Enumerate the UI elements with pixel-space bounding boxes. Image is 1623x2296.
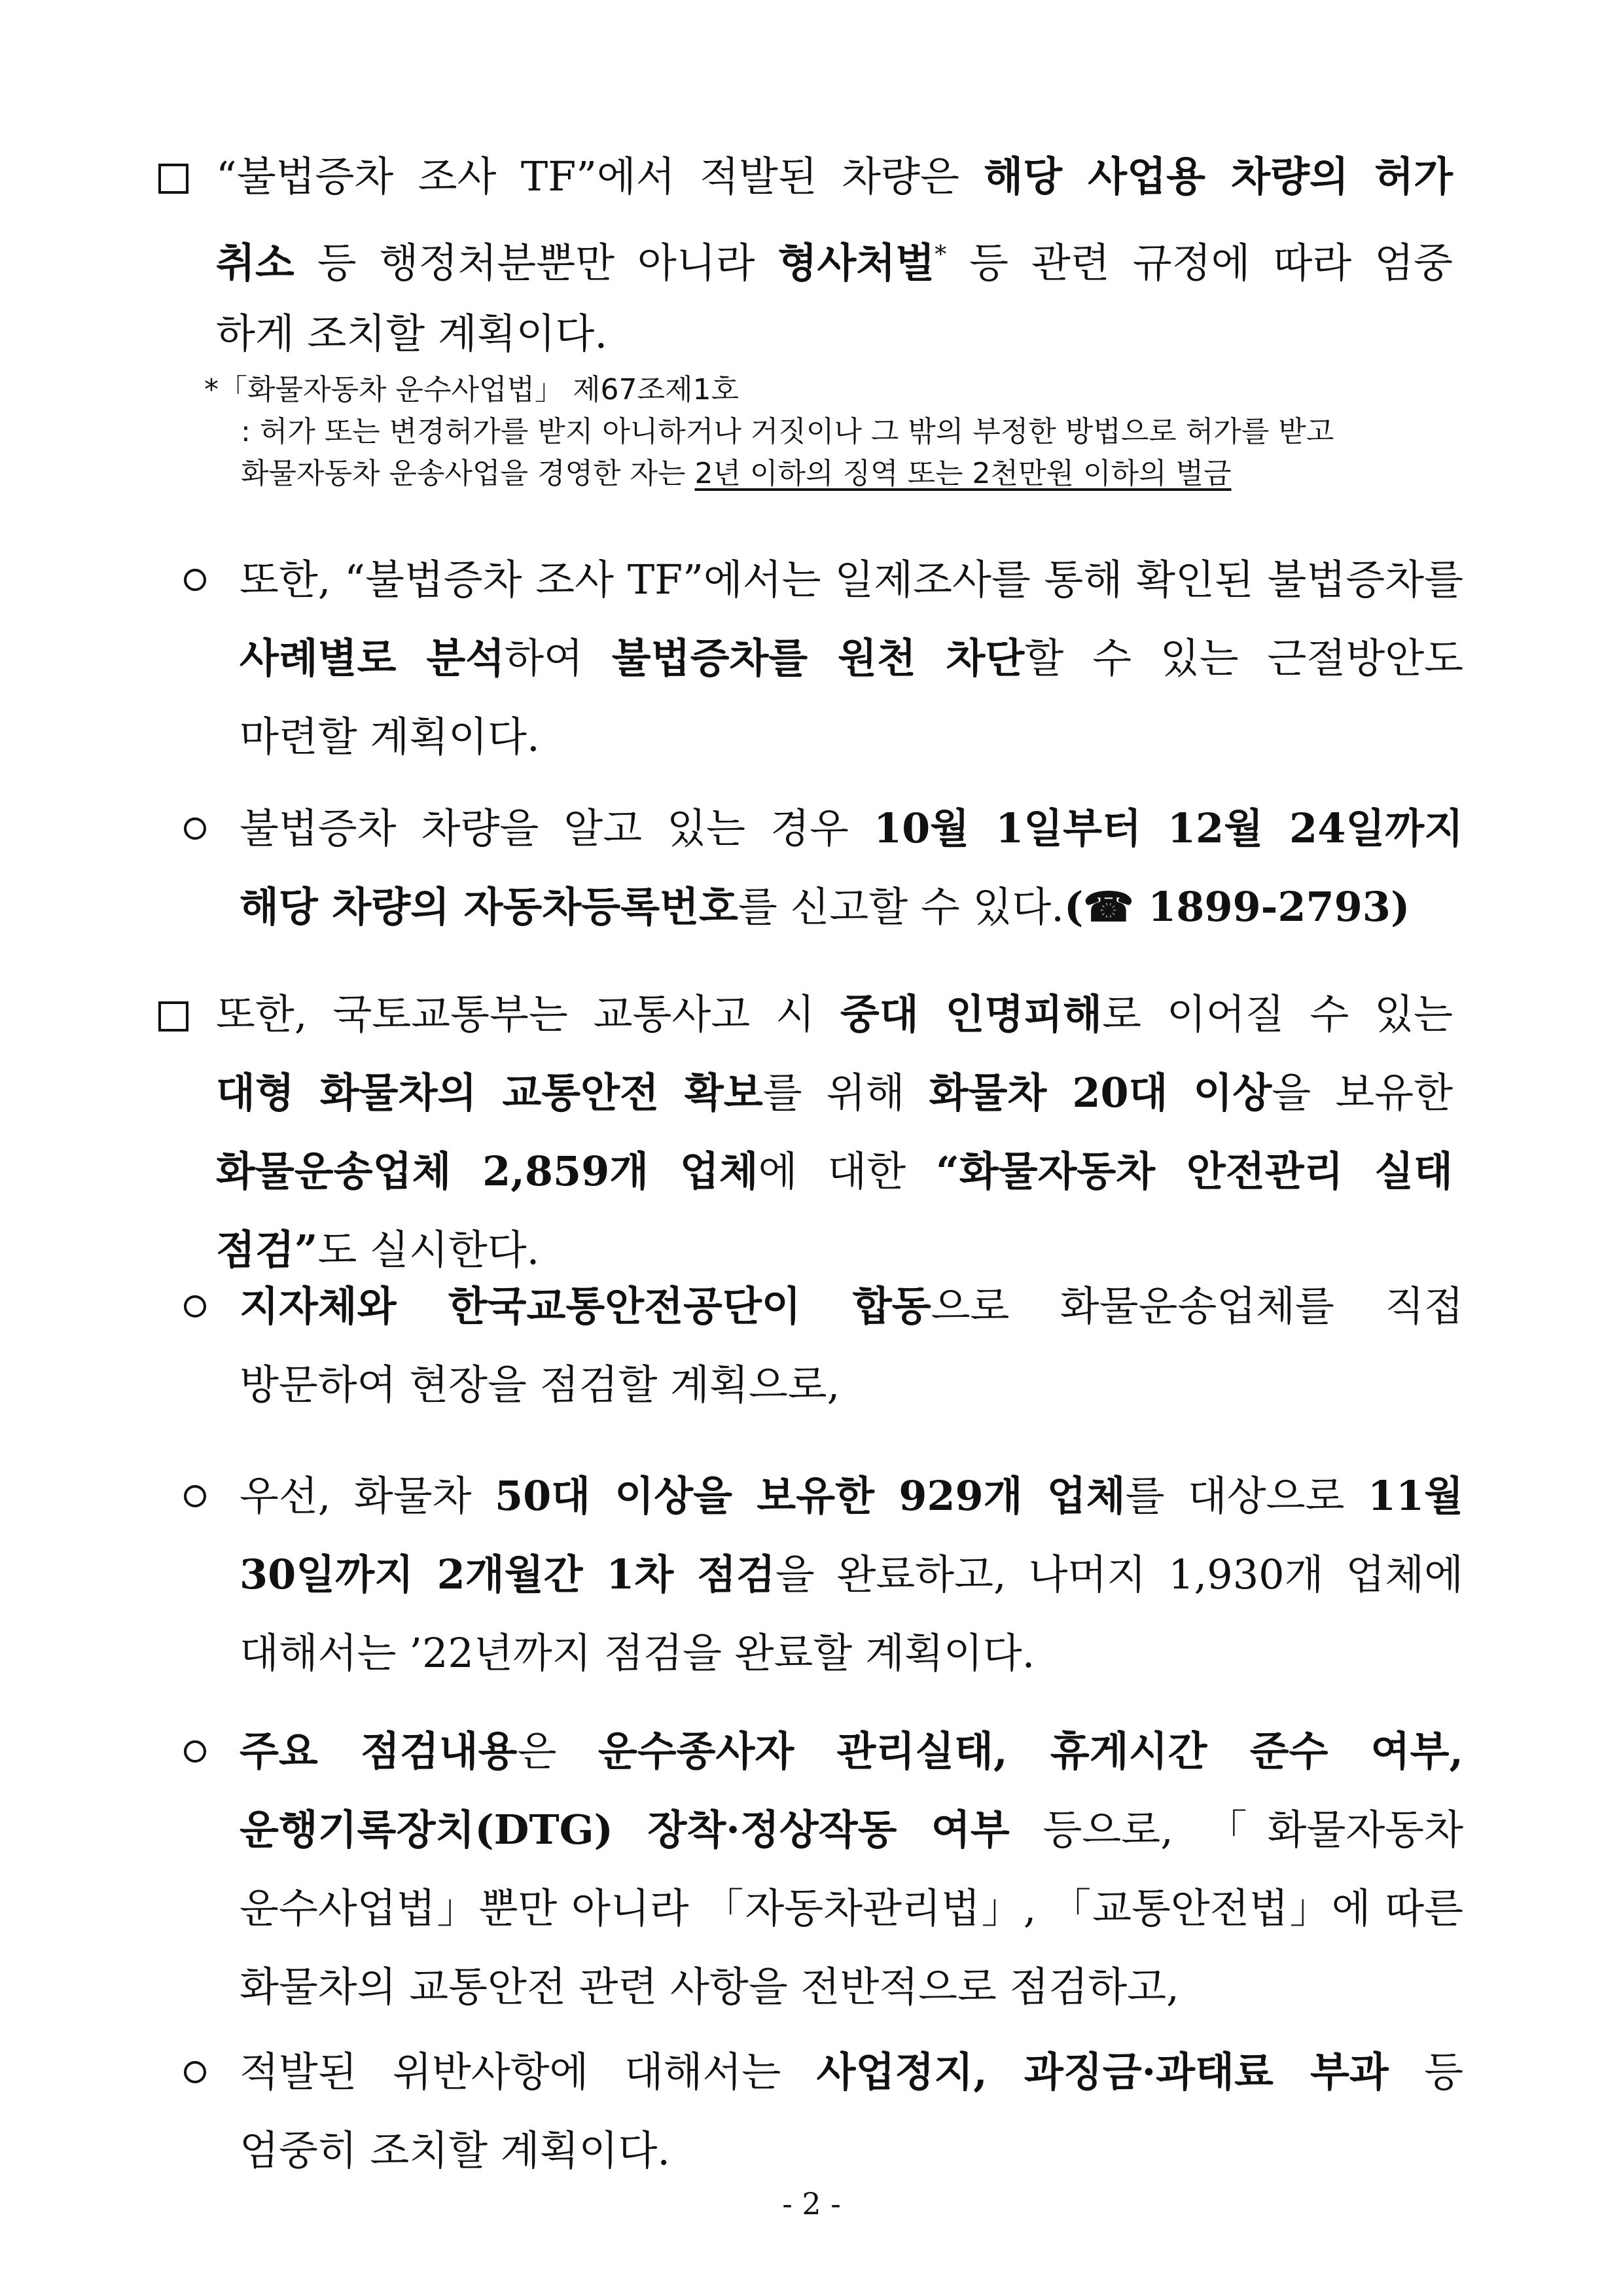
bold-text-run: 지자체와 한국교통안전공단이 합동: [240, 1282, 931, 1330]
text-line: [240, 2111, 1463, 2190]
bold-text-run: 취소: [216, 239, 294, 287]
footnote-line-3-prefix: 화물자동차 운송사업을 경영한 자는: [241, 457, 695, 490]
bold-text-run: 화물차 20대 이상: [929, 1069, 1272, 1117]
text-line: [216, 1054, 1453, 1132]
text-line: [216, 1132, 1453, 1211]
text-line: [240, 1267, 1463, 1346]
bold-text-run: 11월: [1367, 1472, 1463, 1520]
text-line: [240, 1712, 1463, 1791]
text-line: [240, 1869, 1463, 1948]
text-run: 을 완료하고, 나머지 1,930개 업체에: [775, 1551, 1463, 1598]
text-line: [240, 1346, 1463, 1424]
circle-bullet-icon: [184, 1295, 206, 1318]
text-run: 화물차의 교통안전 관련 사항을 전반적으로 점검하고,: [240, 1963, 1179, 2011]
bold-text-run: 형사처벌: [777, 239, 935, 287]
text-run: 등: [1388, 2048, 1463, 2096]
text-line: [216, 975, 1453, 1054]
text-line: [240, 541, 1463, 619]
text-run: 등으로, 「화물자동차: [1009, 1806, 1464, 1854]
bold-text-run: 해당 사업용 차량의 허가: [984, 152, 1453, 200]
bold-text-run: 해당 차량의 자동차등록번호: [240, 883, 738, 931]
text-line: [216, 137, 1453, 216]
text-line: [240, 1457, 1463, 1535]
bold-text-run: 10월 1일부터 12월 24일까지: [874, 804, 1464, 852]
bold-text-run: 불법증차를 원천 차단: [611, 634, 1025, 682]
square-bullet-icon: [158, 164, 188, 194]
footnote-line-2: : 허가 또는 변경허가를 받지 아니하거나 거짓이나 그 밖의 부정한 방법으로 허가를 받고: [241, 415, 1334, 448]
text-run: 방문하여 현장을 점검할 계획으로,: [240, 1361, 840, 1408]
bold-text-run: 중대 인명피해: [840, 990, 1103, 1038]
text-line: [240, 1791, 1463, 1869]
footnote-penalty: 2년 이하의 징역 또는 2천만원 이하의 벌금: [694, 457, 1232, 490]
footnote-line-1: *「화물자동차 운수사업법」 제67조제1호: [204, 373, 740, 406]
text-run: 또한, 국토교통부는 교통사고 시: [216, 990, 840, 1038]
text-run: 할 수 있는 근절방안도: [1024, 634, 1463, 682]
text-run: 또한, “불법증차 조사 TF”에서는 일제조사를 통해 확인된 불법증차를: [240, 556, 1463, 603]
page-number: - 2 -: [782, 2186, 841, 2221]
text-run: 마련할 계획이다.: [240, 713, 540, 761]
text-run: 불법증차 차량을 알고 있는 경우: [240, 804, 874, 852]
bold-text-run: 사례별로 분석: [240, 634, 505, 682]
text-line: [240, 1614, 1463, 1693]
text-run: 엄중히 조치할 계획이다.: [240, 2126, 671, 2174]
bold-text-run: 운수종사자 관리실태, 휴게시간 준수 여부,: [597, 1727, 1463, 1775]
square-bullet-icon: [158, 1001, 188, 1031]
text-line: [240, 698, 1463, 776]
text-run: 로 이어질 수 있는: [1102, 990, 1454, 1038]
text-run: 등 행정처분뿐만 아니라: [294, 239, 778, 287]
text-line: [240, 1535, 1463, 1614]
text-run: 에 대한: [758, 1147, 936, 1195]
text-run: *: [935, 242, 947, 268]
bold-text-run: 사업정지, 과징금·과태료 부과: [816, 2048, 1389, 2096]
text-line: [240, 2033, 1463, 2111]
text-line: [240, 619, 1463, 698]
bold-text-run: 화물운송업체 2,859개 업체: [216, 1147, 758, 1195]
text-run: 등 관련 규정에 따라 엄중: [946, 239, 1453, 287]
text-run: 하여: [505, 634, 612, 682]
text-line: [240, 868, 1463, 946]
bold-text-run: “화물자동차 안전관리 실태: [936, 1147, 1454, 1195]
text-run: 우선, 화물차: [240, 1472, 495, 1520]
bold-text-run: 대형 화물차의 교통안전 확보: [216, 1069, 763, 1117]
bold-text-run: 운행기록장치(DTG) 장착·정상작동 여부: [240, 1806, 1010, 1854]
text-line: [216, 295, 1453, 373]
bold-text-run: 주요 점검내용: [240, 1727, 518, 1775]
bold-text-run: (☎ 1899-2793): [1063, 883, 1410, 931]
text-line: [240, 1948, 1463, 2026]
text-run: 를 대상으로: [1125, 1472, 1368, 1520]
text-run: 하게 조치할 계획이다.: [216, 310, 608, 357]
circle-bullet-icon: [184, 2061, 206, 2083]
text-run: “불법증차 조사 TF”에서 적발된 차량은: [216, 152, 984, 200]
text-run: 대해서는 ’22년까지 점검을 완료할 계획이다.: [240, 1629, 1035, 1677]
text-run: 은: [517, 1727, 598, 1775]
text-run: 으로 화물운송업체를 직접: [931, 1282, 1463, 1330]
text-line: [216, 216, 1453, 295]
bold-text-run: 점검”: [216, 1226, 318, 1274]
text-run: 도 실시한다.: [317, 1226, 540, 1274]
circle-bullet-icon: [184, 1740, 206, 1763]
circle-bullet-icon: [184, 569, 206, 591]
bold-text-run: 30일까지 2개월간 1차 점검: [240, 1551, 776, 1598]
text-run: 를 위해: [762, 1069, 929, 1117]
text-run: 를 신고할 수 있다.: [738, 883, 1064, 931]
text-run: 운수사업법」뿐만 아니라 「자동차관리법」, 「교통안전법」에 따른: [240, 1884, 1463, 1932]
circle-bullet-icon: [184, 1485, 206, 1507]
footnote-line-3: [241, 452, 1231, 495]
text-run: 을 보유한: [1272, 1069, 1453, 1117]
bold-text-run: 50대 이상을 보유한 929개 업체: [494, 1472, 1126, 1520]
text-run: 적발된 위반사항에 대해서는: [240, 2048, 817, 2096]
text-line: [240, 789, 1463, 868]
circle-bullet-icon: [184, 817, 206, 840]
